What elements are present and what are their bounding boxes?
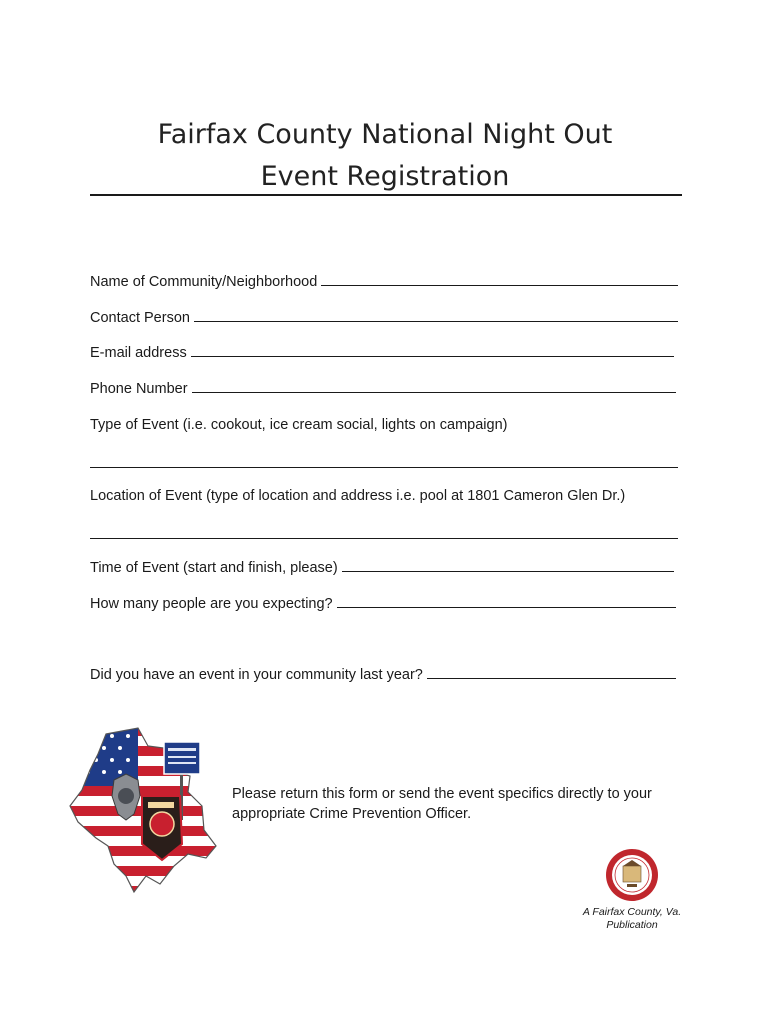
community-field[interactable] bbox=[90, 272, 678, 291]
phone-blank[interactable] bbox=[192, 379, 676, 393]
attendance-blank[interactable] bbox=[337, 594, 676, 608]
title-divider bbox=[90, 194, 682, 196]
publication-line-2: Publication bbox=[606, 919, 658, 931]
note-line-1: Please return this form or send the event specifics directly to your bbox=[232, 786, 652, 802]
email-label: E-mail address bbox=[90, 345, 187, 361]
publication-line-1: A Fairfax County, Va. bbox=[582, 906, 682, 918]
last-year-label: Did you have an event in your community last year? bbox=[90, 667, 423, 683]
community-label: Name of Community/Neighborhood bbox=[90, 274, 318, 290]
contact-label: Contact Person bbox=[90, 310, 190, 326]
email-field[interactable] bbox=[90, 343, 674, 362]
fairfax-county-seal-icon bbox=[605, 848, 659, 902]
phone-field[interactable] bbox=[90, 379, 676, 398]
event-type-blank[interactable] bbox=[90, 466, 678, 468]
title-line-1: Fairfax County National Night Out bbox=[157, 119, 613, 150]
time-blank[interactable] bbox=[342, 558, 674, 572]
page-title bbox=[0, 114, 770, 198]
contact-field[interactable] bbox=[90, 308, 678, 327]
community-blank[interactable] bbox=[321, 272, 678, 286]
note-line-2: appropriate Crime Prevention Officer. bbox=[232, 806, 472, 822]
location-blank[interactable] bbox=[90, 537, 678, 539]
phone-label: Phone Number bbox=[90, 381, 188, 397]
title-line-2: Event Registration bbox=[260, 161, 510, 192]
time-label: Time of Event (start and finish, please) bbox=[90, 560, 338, 576]
event-type-label: Type of Event (i.e. cookout, ice cream social, lights on campaign) bbox=[90, 417, 508, 433]
location-label: Location of Event (type of location and address i.e. pool at 1801 Cameron Glen Dr.) bbox=[90, 488, 626, 504]
time-field[interactable] bbox=[90, 558, 674, 577]
police-logo-icon bbox=[68, 726, 218, 896]
last-year-field[interactable] bbox=[90, 665, 676, 684]
last-year-blank[interactable] bbox=[427, 665, 676, 679]
attendance-field[interactable] bbox=[90, 594, 676, 613]
email-blank[interactable] bbox=[191, 343, 674, 357]
attendance-label: How many people are you expecting? bbox=[90, 596, 333, 612]
publication-caption bbox=[566, 906, 698, 932]
return-instructions bbox=[232, 784, 692, 824]
contact-blank[interactable] bbox=[194, 308, 678, 322]
